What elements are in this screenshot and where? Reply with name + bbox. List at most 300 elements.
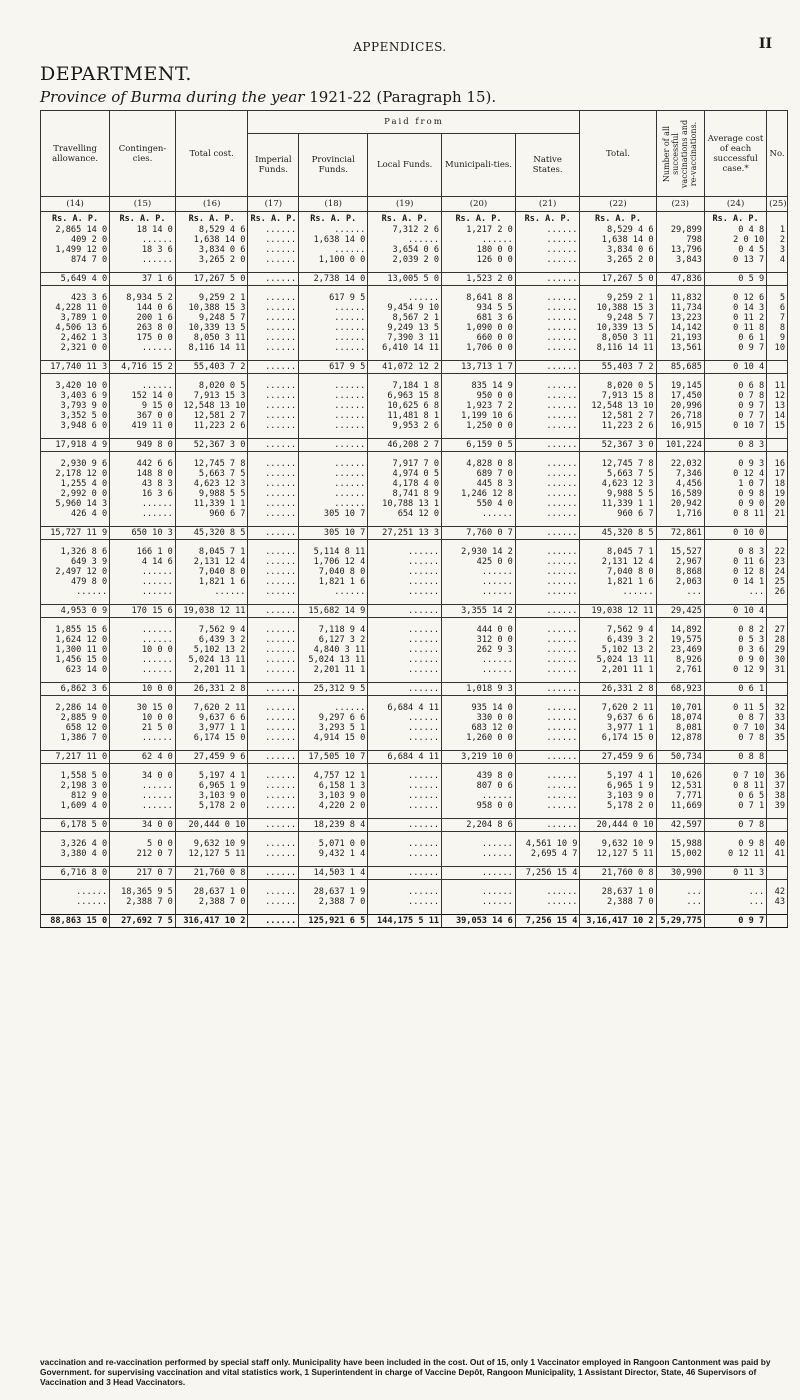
table-cell: 31	[767, 665, 788, 675]
table-row	[41, 333, 788, 343]
spacer-cell	[110, 811, 176, 819]
table-cell: 0 9 8	[704, 489, 766, 499]
subtotal-row	[41, 751, 788, 764]
table-cell: 6,965 1 9	[175, 781, 248, 791]
table-cell: 7,562 9 4	[175, 625, 248, 635]
table-cell: 9,249 13 5	[368, 323, 442, 333]
spacer-cell	[299, 374, 368, 382]
spacer-cell	[110, 374, 176, 382]
spacer-cell	[368, 832, 442, 840]
table-cell: 8,116 14 11	[175, 343, 248, 353]
spacer-cell	[175, 452, 248, 460]
table-cell: 807 0 6	[442, 781, 516, 791]
column-number: (20)	[442, 197, 516, 212]
table-cell: 0 7 1	[704, 801, 766, 811]
table-cell: ......	[442, 887, 516, 897]
spacer-cell	[41, 859, 110, 867]
spacer-cell	[580, 696, 656, 704]
table-cell: 0 13 7	[704, 255, 766, 265]
table-cell: ......	[368, 587, 442, 597]
spacer-cell	[41, 286, 110, 294]
table-cell: 1,386 7 0	[41, 733, 110, 743]
table-cell: ......	[442, 867, 516, 880]
table-cell: 2,992 0 0	[41, 489, 110, 499]
table-cell: 2,201 11 1	[175, 665, 248, 675]
table-cell: 37 1 6	[110, 273, 176, 286]
table-cell: 10,626	[656, 771, 704, 781]
table-cell: 9,248 5 7	[580, 313, 656, 323]
spacer-cell	[580, 265, 656, 273]
spacer-cell	[299, 743, 368, 751]
table-cell: 2,131 12 4	[175, 557, 248, 567]
spacer-cell	[368, 286, 442, 294]
col-head-travelling: Travelling allowance.	[41, 111, 110, 197]
table-cell: ......	[299, 421, 368, 431]
table-cell: 28	[767, 635, 788, 645]
spacer-cell	[656, 265, 704, 273]
table-cell	[767, 915, 788, 928]
spacer-cell	[175, 907, 248, 915]
spacer-cell	[110, 675, 176, 683]
table-cell: 8,567 2 1	[368, 313, 442, 323]
table-cell: ......	[368, 723, 442, 733]
table-cell: ......	[515, 527, 580, 540]
spacer-cell	[41, 265, 110, 273]
table-cell: ......	[248, 703, 299, 713]
table-cell: 0 14 3	[704, 303, 766, 313]
spacer-cell	[175, 743, 248, 751]
table-cell: ......	[110, 801, 176, 811]
spacer-cell	[41, 540, 110, 548]
table-cell: 1,300 11 0	[41, 645, 110, 655]
table-cell: 26	[767, 587, 788, 597]
table-cell: 0 7 7	[704, 411, 766, 421]
table-cell: 6,174 15 0	[580, 733, 656, 743]
table-cell: ......	[368, 839, 442, 849]
table-cell: 6,965 1 9	[580, 781, 656, 791]
table-cell: 2,063	[656, 577, 704, 587]
table-cell: 4,623 12 3	[580, 479, 656, 489]
table-cell: 0 9 8	[704, 839, 766, 849]
spacer-cell	[248, 353, 299, 361]
table-row	[41, 499, 788, 509]
table-cell: ......	[368, 781, 442, 791]
table-cell: ...	[704, 897, 766, 907]
table-cell: ......	[248, 381, 299, 391]
table-cell: ......	[248, 655, 299, 665]
table-cell: ......	[248, 401, 299, 411]
table-cell: 12,581 2 7	[175, 411, 248, 421]
table-cell: 15	[767, 421, 788, 431]
table-cell: 11,734	[656, 303, 704, 313]
table-cell: ......	[580, 587, 656, 597]
table-row	[41, 849, 788, 859]
table-cell: 5,102 13 2	[580, 645, 656, 655]
table-cell: 3,834 0 6	[175, 245, 248, 255]
table-cell: 617 9 5	[299, 361, 368, 374]
spacer-cell	[248, 540, 299, 548]
table-cell: 30,990	[656, 867, 704, 880]
unit-label	[656, 212, 704, 226]
table-cell: 152 14 0	[110, 391, 176, 401]
table-cell: 13,005 5 0	[368, 273, 442, 286]
spacer-cell	[656, 675, 704, 683]
table-cell: ......	[515, 411, 580, 421]
spacer-cell	[368, 452, 442, 460]
spacer-cell	[368, 597, 442, 605]
table-cell: ......	[248, 635, 299, 645]
table-cell: 41,072 12 2	[368, 361, 442, 374]
table-cell: 3,420 10 0	[41, 381, 110, 391]
table-cell: 3,103 9 0	[299, 791, 368, 801]
table-row	[41, 323, 788, 333]
table-cell: ......	[515, 819, 580, 832]
table-cell: ......	[515, 479, 580, 489]
table-cell: 263 8 0	[110, 323, 176, 333]
table-cell: 683 12 0	[442, 723, 516, 733]
spacer-cell	[442, 374, 516, 382]
table-cell: ......	[515, 469, 580, 479]
table-cell: 55,403 7 2	[175, 361, 248, 374]
spacer-cell	[299, 675, 368, 683]
table-cell: 45,320 8 5	[175, 527, 248, 540]
table-cell: 10 0 0	[110, 683, 176, 696]
table-cell: 18 3 6	[110, 245, 176, 255]
spacer-cell	[299, 832, 368, 840]
table-cell: ......	[515, 547, 580, 557]
table-cell: 12,548 13 10	[580, 401, 656, 411]
table-cell: 0 3 6	[704, 645, 766, 655]
spacer-cell	[299, 696, 368, 704]
table-cell: 2,738 14 0	[299, 273, 368, 286]
spacer-cell	[248, 764, 299, 772]
unit-label: Rs. A. P.	[299, 212, 368, 226]
table-cell: 0 4 5	[704, 245, 766, 255]
table-cell: 3	[767, 245, 788, 255]
table-cell: ......	[515, 323, 580, 333]
unit-label: Rs. A. P.	[515, 212, 580, 226]
spacer-cell	[110, 452, 176, 460]
table-cell: ......	[515, 459, 580, 469]
table-cell: ......	[248, 801, 299, 811]
spacer-cell	[704, 286, 766, 294]
table-cell: 444 0 0	[442, 625, 516, 635]
spacer-cell	[704, 811, 766, 819]
table-cell: 11,669	[656, 801, 704, 811]
table-cell: 1,923 7 2	[442, 401, 516, 411]
table-cell: ......	[442, 791, 516, 801]
table-cell: 23,469	[656, 645, 704, 655]
table-cell: ......	[299, 401, 368, 411]
page-number: II	[758, 36, 772, 52]
spacer-cell	[41, 743, 110, 751]
spacer-cell	[704, 832, 766, 840]
table-cell: 17,267 5 0	[175, 273, 248, 286]
table-cell: 14,503 1 4	[299, 867, 368, 880]
spacer-cell	[767, 431, 788, 439]
spacer-cell	[175, 859, 248, 867]
table-cell: 37	[767, 781, 788, 791]
table-cell: 874 7 0	[41, 255, 110, 265]
table-cell: 1,706 0 0	[442, 343, 516, 353]
spacer-cell	[656, 540, 704, 548]
table-cell: ......	[442, 897, 516, 907]
title-suffix: 1921-22 (Paragraph 15).	[309, 88, 497, 106]
table-cell	[767, 439, 788, 452]
table-cell: 29,425	[656, 605, 704, 618]
table-row	[41, 733, 788, 743]
table-cell: 29,899	[656, 225, 704, 235]
table-cell: 8,045 7 1	[175, 547, 248, 557]
table-cell: 9,988 5 5	[580, 489, 656, 499]
spacer-cell	[580, 618, 656, 626]
col-head-successful-cases-text: Number of all successful vaccinations and re-vaccinations.	[662, 119, 699, 188]
table-cell: 18,365 9 5	[110, 887, 176, 897]
table-cell: 4,840 3 11	[299, 645, 368, 655]
table-cell: ......	[248, 391, 299, 401]
table-cell: 2,761	[656, 665, 704, 675]
spacer-cell	[368, 519, 442, 527]
table-cell: 32	[767, 703, 788, 713]
table-cell: 7	[767, 313, 788, 323]
table-cell: ......	[368, 577, 442, 587]
table-cell: 5,663 7 5	[175, 469, 248, 479]
spacer-cell	[656, 452, 704, 460]
table-cell: ......	[515, 273, 580, 286]
spacer-cell	[299, 286, 368, 294]
table-cell: 1,456 15 0	[41, 655, 110, 665]
table-cell: ......	[110, 255, 176, 265]
spacer-cell	[248, 374, 299, 382]
table-cell: 7,760 0 7	[442, 527, 516, 540]
table-cell: 1,624 12 0	[41, 635, 110, 645]
spacer-cell	[442, 907, 516, 915]
table-cell: ......	[299, 439, 368, 452]
spacer-cell	[175, 832, 248, 840]
table-cell: 2,497 12 0	[41, 567, 110, 577]
table-row	[41, 781, 788, 791]
table-cell: 7,913 15 8	[580, 391, 656, 401]
spacer-cell	[442, 431, 516, 439]
table-cell: 4,228 11 0	[41, 303, 110, 313]
spacer-cell	[110, 353, 176, 361]
spacer-cell	[368, 618, 442, 626]
table-row	[41, 421, 788, 431]
table-cell: ......	[515, 333, 580, 343]
spacer-cell	[580, 540, 656, 548]
table-cell: ......	[515, 733, 580, 743]
table-row	[41, 255, 788, 265]
spacer-cell	[110, 696, 176, 704]
spacer-cell	[175, 431, 248, 439]
table-row	[41, 839, 788, 849]
table-cell: 10,701	[656, 703, 704, 713]
table-cell: ......	[299, 703, 368, 713]
table-cell: 2 0 10	[704, 235, 766, 245]
table-cell: ......	[248, 469, 299, 479]
spacer-cell	[110, 832, 176, 840]
spacer-cell	[368, 675, 442, 683]
table-cell: 2,286 14 0	[41, 703, 110, 713]
spacer-cell	[442, 353, 516, 361]
table-cell: 7,917 7 0	[368, 459, 442, 469]
table-cell: 7,217 11 0	[41, 751, 110, 764]
table-cell: 12	[767, 391, 788, 401]
spacer-cell	[704, 431, 766, 439]
spacer-cell	[175, 374, 248, 382]
spacer-cell	[368, 880, 442, 888]
table-cell: 9,988 5 5	[175, 489, 248, 499]
spacer-cell	[515, 618, 580, 626]
unit-label: Rs. A. P.	[248, 212, 299, 226]
col-head-total-cost: Total cost.	[175, 111, 248, 197]
table-cell: ......	[248, 645, 299, 655]
spacer-cell	[767, 907, 788, 915]
table-cell: 10,625 6 8	[368, 401, 442, 411]
spacer-cell	[767, 764, 788, 772]
table-cell: 5,024 13 11	[580, 655, 656, 665]
table-cell: 7,390 3 11	[368, 333, 442, 343]
table-cell: 3,16,417 10 2	[580, 915, 656, 928]
table-cell: 7,256 15 4	[515, 867, 580, 880]
spacer-cell	[299, 519, 368, 527]
spacer-row	[41, 880, 788, 888]
table-cell: 16,589	[656, 489, 704, 499]
table-cell: 1,821 1 6	[580, 577, 656, 587]
table-cell: ......	[248, 439, 299, 452]
table-cell: ......	[299, 303, 368, 313]
table-cell: ......	[299, 381, 368, 391]
table-cell: 25	[767, 577, 788, 587]
spacer-row	[41, 431, 788, 439]
table-cell: 1,609 4 0	[41, 801, 110, 811]
spacer-cell	[368, 431, 442, 439]
spacer-cell	[515, 675, 580, 683]
appendix-heading: APPENDICES.	[353, 40, 447, 54]
table-cell: ......	[248, 733, 299, 743]
table-cell: 9,297 6 6	[299, 713, 368, 723]
table-cell: ......	[368, 605, 442, 618]
table-cell: 15,988	[656, 839, 704, 849]
table-cell: 21,760 0 8	[175, 867, 248, 880]
column-number: (24)	[704, 197, 766, 212]
table-cell	[767, 527, 788, 540]
table-cell: 0 12 4	[704, 469, 766, 479]
spacer-cell	[656, 743, 704, 751]
table-row	[41, 771, 788, 781]
table-cell: ......	[110, 733, 176, 743]
table-cell: 20,444 0 10	[580, 819, 656, 832]
table-cell: 2,131 12 4	[580, 557, 656, 567]
table-cell: 35	[767, 733, 788, 743]
table-cell: ......	[248, 255, 299, 265]
spacer-cell	[41, 519, 110, 527]
spacer-cell	[442, 540, 516, 548]
table-cell: 0 7 8	[704, 819, 766, 832]
table-cell: 68,923	[656, 683, 704, 696]
table-cell: 8,045 7 1	[580, 547, 656, 557]
spacer-row	[41, 907, 788, 915]
spacer-cell	[175, 764, 248, 772]
table-cell: 3,380 4 0	[41, 849, 110, 859]
spacer-cell	[41, 907, 110, 915]
table-cell: 439 8 0	[442, 771, 516, 781]
table-cell	[767, 683, 788, 696]
table-cell: 3,654 0 6	[368, 245, 442, 255]
table-cell: 1,638 14 0	[299, 235, 368, 245]
spacer-row	[41, 374, 788, 382]
table-cell: 12,581 2 7	[580, 411, 656, 421]
spacer-cell	[580, 519, 656, 527]
table-cell: ......	[110, 499, 176, 509]
table-cell: 14,142	[656, 323, 704, 333]
table-cell: 649 3 9	[41, 557, 110, 567]
table-cell: 8,868	[656, 567, 704, 577]
table-cell: 24	[767, 567, 788, 577]
spacer-cell	[368, 696, 442, 704]
table-cell: 180 0 0	[442, 245, 516, 255]
table-cell: ......	[248, 245, 299, 255]
spacer-cell	[41, 374, 110, 382]
table-cell: ......	[299, 245, 368, 255]
table-cell: 30	[767, 655, 788, 665]
table-cell: 0 9 7	[704, 401, 766, 411]
spacer-cell	[515, 696, 580, 704]
table-cell: 125,921 6 5	[299, 915, 368, 928]
table-cell: 27	[767, 625, 788, 635]
table-cell: 835 14 9	[442, 381, 516, 391]
table-cell: 8,116 14 11	[580, 343, 656, 353]
table-cell: 0 7 8	[704, 733, 766, 743]
spacer-cell	[442, 675, 516, 683]
table-cell: 1,217 2 0	[442, 225, 516, 235]
table-cell: 1,260 0 0	[442, 733, 516, 743]
table-row	[41, 303, 788, 313]
table-cell: 660 0 0	[442, 333, 516, 343]
spacer-cell	[515, 743, 580, 751]
table-cell: ......	[442, 849, 516, 859]
table-cell: 4,974 0 5	[368, 469, 442, 479]
table-row	[41, 479, 788, 489]
column-number: (17)	[248, 197, 299, 212]
table-cell: 14	[767, 411, 788, 421]
table-cell: ......	[368, 293, 442, 303]
table-cell: ......	[248, 323, 299, 333]
spacer-cell	[442, 286, 516, 294]
table-cell: 18,239 8 4	[299, 819, 368, 832]
spacer-cell	[41, 431, 110, 439]
table-cell: 2,695 4 7	[515, 849, 580, 859]
table-cell: ......	[299, 489, 368, 499]
spacer-cell	[442, 452, 516, 460]
spacer-row	[41, 519, 788, 527]
spacer-cell	[175, 597, 248, 605]
table-cell: 2,885 9 0	[41, 713, 110, 723]
table-cell: 2,201 11 1	[580, 665, 656, 675]
table-cell: 22,032	[656, 459, 704, 469]
table-cell: 0 4 8	[704, 225, 766, 235]
table-cell: 38	[767, 791, 788, 801]
table-cell: 27,459 9 6	[580, 751, 656, 764]
table-row	[41, 791, 788, 801]
table-cell: ......	[442, 235, 516, 245]
table-cell: 6,862 3 6	[41, 683, 110, 696]
spacer-cell	[299, 811, 368, 819]
table-cell: 42	[767, 887, 788, 897]
spacer-cell	[704, 907, 766, 915]
table-cell: ......	[515, 245, 580, 255]
table-cell: 3,265 2 0	[580, 255, 656, 265]
